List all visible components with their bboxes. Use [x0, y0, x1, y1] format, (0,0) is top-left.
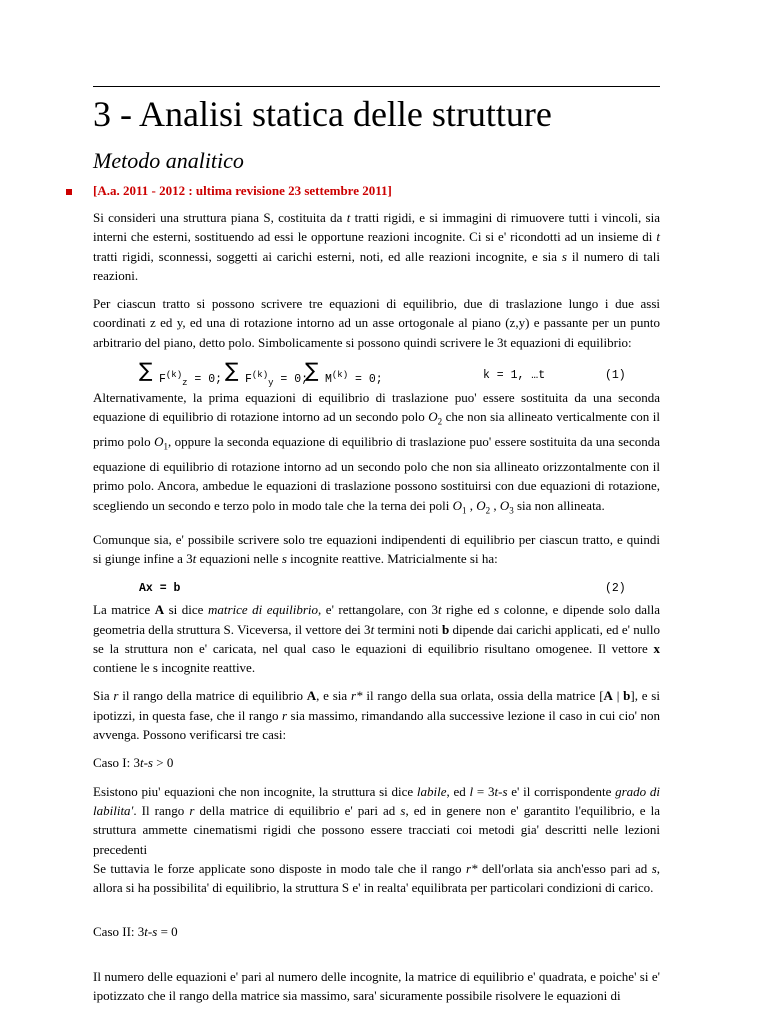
document-body: [93, 208, 660, 1014]
paragraph-case-2: Il numero delle equazioni e' pari al numero delle incognite, la matrice di equilibrio e' quadrata, e poiche' si e' ipotizzato che il rango della matrice sia massimo, sara' sicuramente possibile risolvere le equazioni di: [93, 968, 660, 1003]
sum-symbol: ∑: [305, 358, 319, 383]
paragraph-case-1: Esistono piu' equazioni che non incognite, la struttura si dice labile, ed l = 3t-s e' il corrispondente grado di labilita'. Il rango r della matrice di equilibrio e' pari ad s, ed in genere non e' garantito l'equilibrio, e la struttura ammette cinematismi rigidi che possono essere tracciati coi metodi gia' descritti nelle lezioni precedenti: [93, 783, 660, 857]
equation-range: k = 1, …t: [483, 369, 546, 383]
spacer: [93, 906, 660, 922]
paragraph-case-1-equilibrium: Se tuttavia le forze applicate sono disposte in modo tale che il rango r* dell'orlata sia anch'esso pari ad s, allora si ha possibilita' di equilibrio, la struttura S e' in realta' equilibrata per particolari condizioni di carico.: [93, 860, 660, 896]
page-title: 3 - Analisi statica delle strutture: [93, 94, 552, 134]
sum-symbol: ∑: [225, 358, 239, 383]
case-1-heading: Caso I: 3t-s > 0: [93, 755, 174, 771]
paragraph-rank: Sia r il rango della matrice di equilibrio A, e sia r* il rango della sua orlata, ossia della matrice [A | b], e si ipotizzi, in questa fase, che il rango r sia massimo, rimandando alla successive lezione il caso in cui cio' non avvenga. Possono verificarsi tre casi:: [93, 688, 660, 743]
equation-ax-b: Ax = b: [139, 582, 181, 596]
equation-1: [93, 358, 660, 389]
equation-term-fz: $F^{(k)}_z = 0$;: [159, 370, 223, 389]
revision-note: [A.a. 2011 - 2012 : ultima revisione 23 settembre 2011]: [93, 183, 392, 198]
equation-2: [93, 577, 660, 599]
sum-symbol: ∑: [139, 358, 153, 383]
equation-number: (2): [605, 582, 626, 596]
top-rule: [93, 86, 660, 87]
equation-term-m: $M^{(k)} = 0$;: [325, 370, 383, 386]
paragraph-matrix-definition: La matrice A si dice matrice di equilibrio, e' rettangolare, con 3t righe ed s colonne, e dipende solo dalla geometria della struttura S. Viceversa, il vettore dei 3t termini noti b dipende dai carichi applicati, ed e' nullo se la struttura non e' caricata, nel qual caso le equazioni di equilibrio risultano omogenee. Il vettore x contiene le s incognite reattive.: [93, 602, 660, 676]
equation-number: (1): [605, 369, 626, 383]
spacer: [93, 951, 660, 967]
paragraph-matrix: Comunque sia, e' possibile scrivere solo tre equazioni indipendenti di equilibrio per ciascun tratto, e quindi si giunge infine a 3t equazioni nelle s incognite reattive. Matricialmente si ha:: [93, 531, 660, 566]
case-2-heading: Caso II: 3t-s = 0: [93, 924, 178, 940]
paragraph-alternative: Alternativamente, la prima equazioni di equilibrio di traslazione puo' essere sostituita da una seconda equazione di equilibrio di rotazione intorno ad un secondo polo $O_2$ che non sia allineato verticalmente con il primo polo $O_1$, oppure la seconda equazione di equilibrio di traslazione puo' essere sostituita da una seconda equazione di equilibrio di rotazione intorno ad un secondo polo che non sia allineato orizzontalmente con il primo polo. Ancora, ambedue le equazioni di traslazione possono sostituirsi con due equazioni di rotazione, scegliendo un secondo e terzo polo in modo tale che la terna dei poli $O_1$ , $O_2$ , $O_3$ sia non allineata.: [93, 390, 660, 516]
equation-term-fy: $F^{(k)}_y = 0$;: [245, 370, 309, 389]
paragraph-equations: Per ciascun tratto si possono scrivere tre equazioni di equilibrio, due di traslazione lungo i due assi coordinati z ed y, ed una di rotazione intorno ad un asse ortogonale al piano (z,y) e passante per un punto arbitrario del piano, detto polo. Simbolicamente si possono quindi scrivere le 3t equazioni di equilibrio:: [93, 296, 660, 350]
bullet-icon: [66, 189, 72, 195]
paragraph-intro: Si consideri una struttura piana S, costituita da t tratti rigidi, e si immagini di rimuovere tutti i vincoli, sia interni che esterni, sostituendo ad essi le opportune reazioni incognite. Ci si e' ricondotti ad un insieme di t tratti rigidi, sconnessi, soggetti ai carichi esterni, noti, ed alle reazioni incognite, e sia s il numero di tali reazioni.: [93, 210, 661, 283]
page-subtitle: Metodo analitico: [93, 148, 244, 173]
